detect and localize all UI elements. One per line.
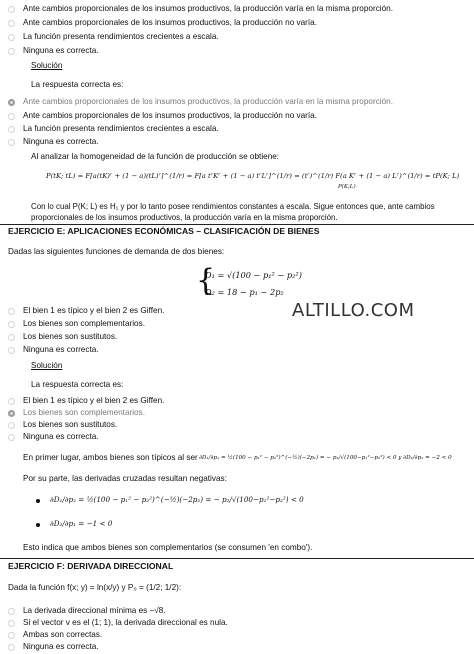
option-radio[interactable]: [8, 334, 15, 341]
exercise-e-intro: Dadas las siguientes funciones de demanda de dos bienes:: [8, 247, 225, 256]
demand-equation-1: D₁ = √(100 − p₁² − p₂²): [205, 270, 302, 280]
answer-option: Ninguna es correcta.: [23, 432, 99, 441]
solution-link[interactable]: Solución: [31, 361, 63, 370]
option-radio[interactable]: [8, 632, 15, 639]
option-text: Los bienes son sustitutos.: [23, 332, 118, 341]
answer-radio-selected: [8, 410, 15, 417]
option-radio[interactable]: [8, 608, 15, 615]
bullet: [36, 523, 40, 527]
option-text: Ambas son correctas.: [23, 630, 103, 639]
exercise-f-title: EJERCICIO F: DERIVADA DIRECCIONAL: [8, 561, 174, 571]
option-text: La derivada direccional mínima es −√8.: [23, 606, 166, 615]
answer-option-correct: Ante cambios proporcionales de los insumos productivos, la producción varía en la misma proporción.: [23, 97, 393, 106]
exercise-e-conclusion: Esto indica que ambos bienes son complementarios (se consumen 'en combo').: [23, 543, 313, 552]
answer-radio: [8, 422, 15, 429]
answer-radio: [8, 126, 15, 133]
answer-intro: La respuesta correcta es:: [31, 380, 124, 389]
section-divider: [0, 224, 474, 225]
demand-brace: {: [196, 263, 216, 298]
answer-intro: La respuesta correcta es:: [31, 80, 124, 89]
answer-radio: [8, 398, 15, 405]
option-text: La función presenta rendimientos crecientes a escala.: [23, 32, 219, 41]
option-radio[interactable]: [8, 620, 15, 627]
answer-option-correct: Los bienes son complementarios.: [23, 408, 145, 417]
option-text: Los bienes son complementarios.: [23, 319, 145, 328]
exercise-e-title: EJERCICIO E: APLICACIONES ECONÓMICAS – CLASIFICACIÓN DE BIENES: [8, 226, 320, 236]
option-radio[interactable]: [8, 34, 15, 41]
cross-derivatives-intro: Por su parte, las derivadas cruzadas resultan negativas:: [23, 474, 227, 483]
answer-radio-selected: [8, 99, 15, 106]
option-radio[interactable]: [8, 308, 15, 315]
section-divider: [0, 558, 474, 559]
answer-radio: [8, 139, 15, 146]
option-text: Si el vector v es el (1; 1), la derivada direccional es nula.: [23, 618, 228, 627]
answer-radio: [8, 434, 15, 441]
option-text: El bien 1 es típico y el bien 2 es Giffen.: [23, 306, 165, 315]
option-text: Ante cambios proporcionales de los insumos productivos, la producción varía en la misma proporción.: [23, 4, 393, 13]
option-text: Ninguna es correcta.: [23, 345, 99, 354]
answer-radio: [8, 113, 15, 120]
option-radio[interactable]: [8, 321, 15, 328]
cross-derivative-1: ∂D₁/∂p₂ = ½(100 − p₁² − p₂²)^(−½)(−2p₂) = − p₂/√(100−p₁²−p₂²) < 0: [50, 495, 304, 504]
option-text: Ninguna es correcta.: [23, 46, 99, 55]
option-radio[interactable]: [8, 48, 15, 55]
demand-equation-2: D₂ = 18 − p₁ − 2p₂: [205, 287, 284, 297]
cross-derivative-2: ∂D₂/∂p₁ = −1 < 0: [50, 519, 113, 528]
answer-option: Ninguna es correcta.: [23, 137, 99, 146]
option-text: Ninguna es correcta.: [23, 642, 99, 651]
homogeneity-intro: Al analizar la homogeneidad de la función de producción se obtiene:: [31, 152, 280, 161]
answer-option: Ante cambios proporcionales de los insumos productivos, la producción no varía.: [23, 111, 317, 120]
option-radio[interactable]: [8, 20, 15, 27]
bullet: [36, 499, 40, 503]
answer-option: El bien 1 es típico y el bien 2 es Giffen.: [23, 396, 165, 405]
option-text: Ante cambios proporcionales de los insumos productivos, la producción no varía.: [23, 18, 317, 27]
option-radio[interactable]: [8, 6, 15, 13]
option-radio[interactable]: [8, 347, 15, 354]
watermark: ALTILLO.COM: [292, 300, 415, 321]
typical-goods-formula: ∂D₁/∂p₁ = ½(100 − p₁² − p₂²)^(−½)(−2p₁) = − p₁/√(100−p₁²−p₂²) < 0 y ∂D₂/∂p₂ = −2 < 0: [199, 455, 452, 461]
answer-option: Los bienes son sustitutos.: [23, 420, 118, 429]
homogeneity-formula: P(tK; tL) = F[a(tK)ʳ + (1 − a)(tL)ʳ]^(1/r) = F[a tʳKʳ + (1 − a) tʳLʳ]^(1/r) = (tʳ)^(1/r) F(a Kʳ + (1 − a) Lʳ)^(1/r) = tP(K; L): [46, 172, 460, 180]
formula-underbrace-label: P(K;L): [338, 184, 356, 190]
conclusion-line: proporcionales de los insumos productivos, la producción varía en la misma proporción.: [31, 213, 338, 222]
conclusion-line: Con lo cual P(K; L) es H₁ y por lo tanto posee rendimientos constantes a escala. Sigue entonces que, ante cambios: [31, 202, 435, 211]
exercise-f-intro: Dada la función f(x; y) = ln(x/y) y P₀ = (1/2; 1/2):: [8, 583, 182, 592]
answer-option: La función presenta rendimientos crecientes a escala.: [23, 124, 219, 133]
option-radio[interactable]: [8, 644, 15, 651]
solution-link[interactable]: Solución: [31, 61, 63, 70]
typical-goods-text: En primer lugar, ambos bienes son típicos al ser: [23, 453, 198, 462]
